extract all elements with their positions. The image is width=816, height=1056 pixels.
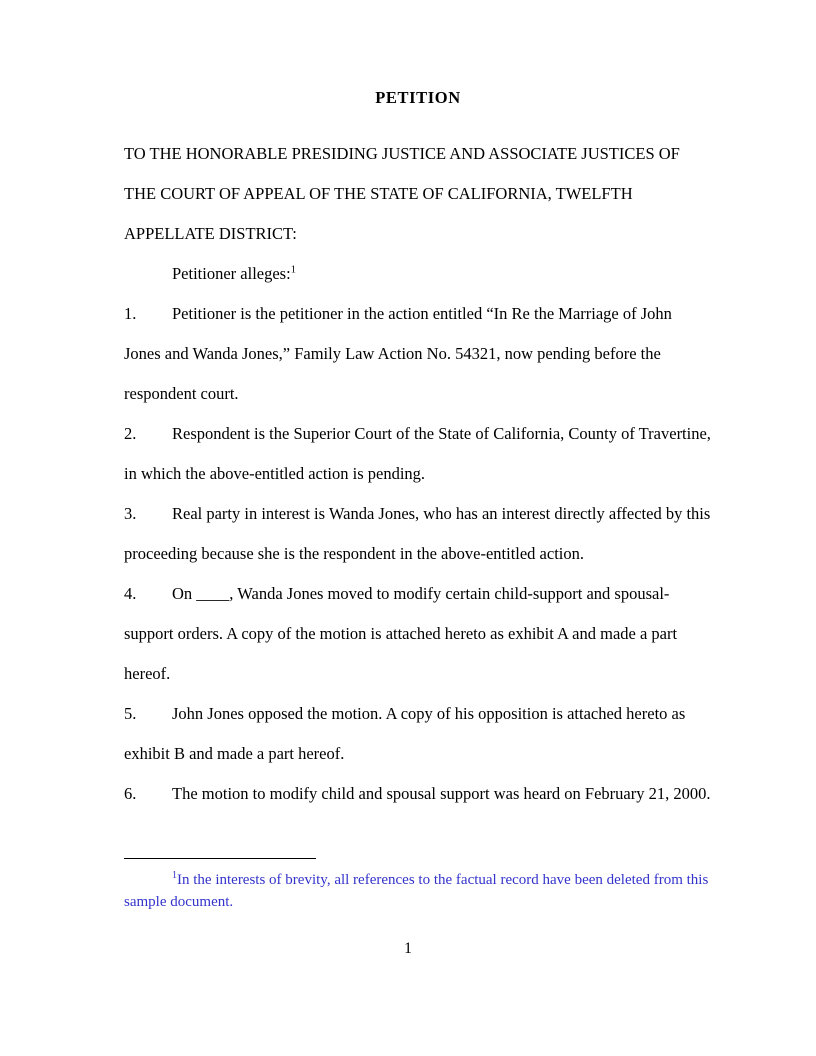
footnote-marker: 1 — [172, 870, 177, 881]
paragraph-number: 6. — [124, 784, 137, 803]
paragraph-number: 1. — [124, 304, 137, 323]
footnote-separator-rule — [124, 858, 316, 859]
paragraph-text: Petitioner is the petitioner in the action entitled “In Re the Marriage of John Jones and Wanda Jones,” Family Law Action No. 54321, now pending before the respondent court. — [124, 304, 672, 403]
numbered-paragraph — [124, 694, 712, 774]
paragraph-text: On ____, Wanda Jones moved to modify certain child-support and spousal-support orders. A copy of the motion is attached hereto as exhibit A and made a part hereof. — [124, 584, 678, 683]
paragraph-text: Respondent is the Superior Court of the State of California, County of Travertine, in which the above-entitled action is pending. — [124, 424, 711, 483]
addressee-line-3: APPELLATE DISTRICT: — [124, 224, 297, 243]
numbered-paragraph — [124, 294, 712, 414]
intro-text: Petitioner alleges: — [172, 264, 291, 283]
footnote-area — [124, 858, 712, 913]
intro-line — [124, 254, 712, 294]
paragraph-text: John Jones opposed the motion. A copy of his opposition is attached hereto as exhibit B and made a part hereof. — [124, 704, 686, 763]
paragraph-text: The motion to modify child and spousal support was heard on February 21, 2000. — [172, 784, 711, 803]
paragraph-text: Real party in interest is Wanda Jones, who has an interest directly affected by this proceeding because she is the respondent in the above-entitled action. — [124, 504, 711, 563]
footnote — [124, 869, 712, 913]
numbered-paragraph — [124, 774, 712, 814]
paragraph-number: 4. — [124, 584, 137, 603]
paragraph-number: 3. — [124, 504, 137, 523]
addressee-line-2: THE COURT OF APPEAL OF THE STATE OF CALIFORNIA, TWELFTH — [124, 184, 633, 203]
numbered-paragraph — [124, 414, 712, 494]
page-title: PETITION — [375, 88, 461, 107]
footnote-reference-marker: 1 — [290, 264, 296, 276]
paragraph-number: 2. — [124, 424, 137, 443]
numbered-paragraph — [124, 574, 712, 694]
footnote-text: In the interests of brevity, all references to the factual record have been deleted from this sample document. — [124, 872, 709, 910]
numbered-paragraph — [124, 494, 712, 574]
paragraph-number: 5. — [124, 704, 137, 723]
addressee-line-1: TO THE HONORABLE PRESIDING JUSTICE AND ASSOCIATE JUSTICES OF — [124, 144, 680, 163]
page-number: 1 — [404, 940, 412, 957]
